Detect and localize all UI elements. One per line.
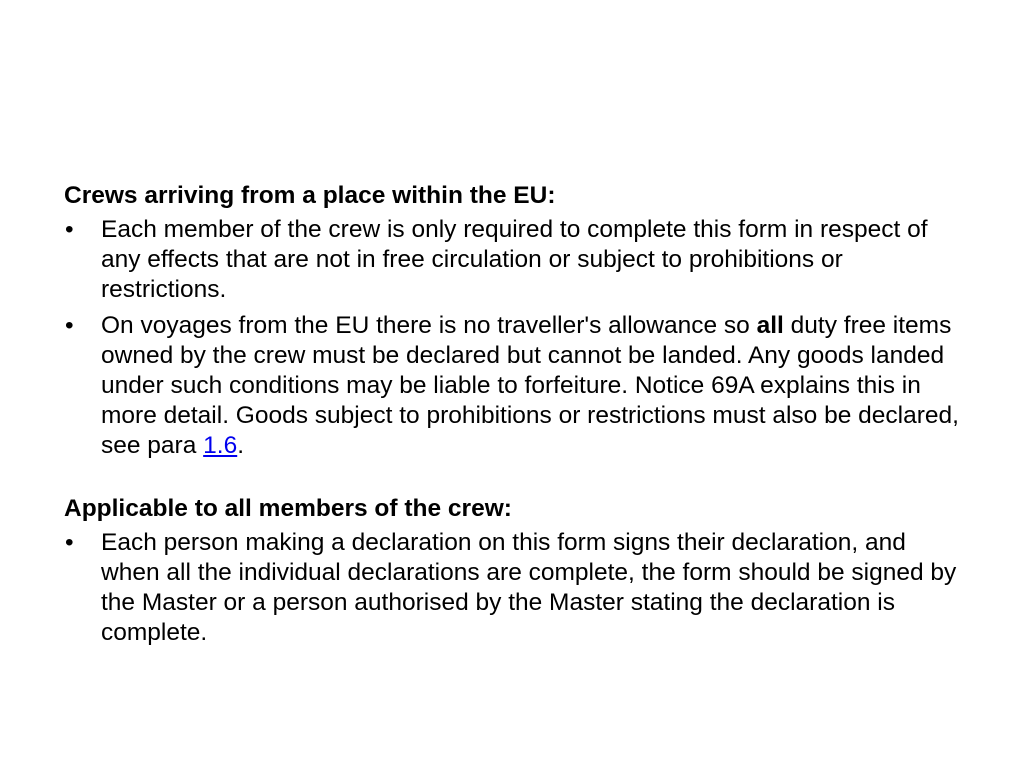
section-heading: Applicable to all members of the crew: bbox=[64, 495, 512, 522]
bullet-text: Each member of the crew is only required to complete this form in respect of any effects that are not in free circulation or subject to prohibitions or restrictions. bbox=[101, 216, 928, 303]
bullet-list bbox=[64, 528, 964, 648]
para-link[interactable]: 1.6 bbox=[203, 432, 238, 459]
section-all-crew-members bbox=[64, 494, 964, 648]
emphasis-text: all bbox=[756, 312, 784, 339]
list-item bbox=[64, 311, 964, 461]
bullet-list bbox=[64, 215, 964, 461]
section-heading: Crews arriving from a place within the EU: bbox=[64, 182, 556, 209]
list-item bbox=[64, 528, 964, 648]
bullet-marker: • bbox=[65, 529, 74, 556]
bullet-marker: • bbox=[65, 312, 74, 339]
bullet-marker: • bbox=[65, 216, 74, 243]
bullet-text: Each person making a declaration on this form signs their declaration, and when all the individual declarations are complete, the form should be signed by the Master or a person authorised by the Master stating the declaration is complete. bbox=[101, 529, 957, 646]
slide-body bbox=[64, 181, 964, 648]
bullet-text-continued: duty free items owned by the crew must be declared but cannot be landed. Any goods landed under such conditions may be liable to forfeiture. Notice 69A explains this in more detail. Goods subject to prohibitions or restrictions must also be declared, see para bbox=[101, 312, 959, 459]
list-item bbox=[64, 215, 964, 305]
section-crews-within-eu bbox=[64, 181, 964, 461]
bullet-text-end: . bbox=[237, 432, 245, 459]
bullet-text: On voyages from the EU there is no traveller's allowance so bbox=[101, 312, 757, 339]
